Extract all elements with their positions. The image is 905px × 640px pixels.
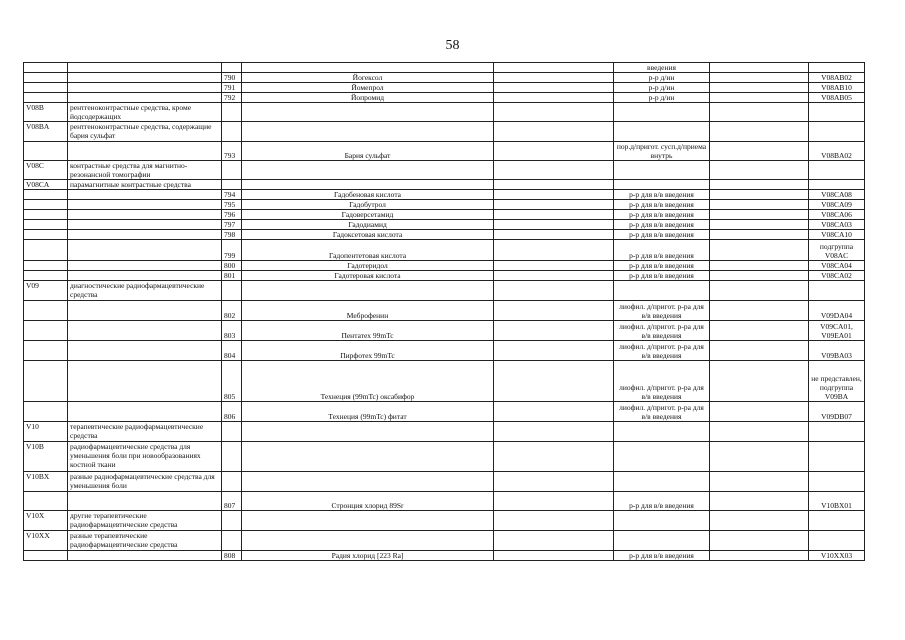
- group-description: [68, 73, 222, 83]
- item-number: 793: [222, 142, 242, 161]
- table-row: [24, 321, 865, 341]
- group-description: [68, 93, 222, 103]
- atc-code: не представлен, подгруппа V09BA: [809, 361, 865, 402]
- blank-cell: [494, 422, 614, 442]
- group-description: разные терапевтические радиофармацевтические средства: [68, 531, 222, 551]
- blank-cell: [710, 220, 809, 230]
- table-row: [24, 442, 865, 472]
- table-row: [24, 93, 865, 103]
- item-number: [222, 63, 242, 73]
- drug-name: Йопромид: [242, 93, 494, 103]
- table-row: [24, 83, 865, 93]
- blank-cell: [710, 422, 809, 442]
- atc-group-code: [24, 220, 68, 230]
- table-row: [24, 492, 865, 511]
- item-number: [222, 472, 242, 492]
- item-number: 791: [222, 83, 242, 93]
- blank-cell: [710, 492, 809, 511]
- drug-name: Гадоксетовая кислота: [242, 230, 494, 240]
- dosage-form: [614, 161, 710, 180]
- item-number: 792: [222, 93, 242, 103]
- table-row: [24, 200, 865, 210]
- atc-group-code: [24, 341, 68, 361]
- blank-cell: [710, 73, 809, 83]
- atc-group-code: V10XX: [24, 531, 68, 551]
- atc-group-code: [24, 271, 68, 281]
- atc-group-code: [24, 321, 68, 341]
- atc-code: V08CA06: [809, 210, 865, 220]
- drug-name: [242, 472, 494, 492]
- drug-name: [242, 511, 494, 531]
- blank-cell: [494, 301, 614, 321]
- drug-name: [242, 180, 494, 190]
- table-row: [24, 511, 865, 531]
- dosage-form: р-р для в/в введения: [614, 261, 710, 271]
- group-description: [68, 261, 222, 271]
- atc-group-code: [24, 200, 68, 210]
- table-row: [24, 220, 865, 230]
- item-number: [222, 122, 242, 142]
- group-description: [68, 301, 222, 321]
- blank-cell: [494, 271, 614, 281]
- atc-group-code: [24, 190, 68, 200]
- item-number: 800: [222, 261, 242, 271]
- blank-cell: [710, 361, 809, 402]
- atc-group-code: [24, 492, 68, 511]
- atc-code: V10XX03: [809, 551, 865, 561]
- item-number: [222, 103, 242, 122]
- drug-name: Гадобутрол: [242, 200, 494, 210]
- atc-code: V08BA02: [809, 142, 865, 161]
- item-number: 805: [222, 361, 242, 402]
- table-row: [24, 190, 865, 200]
- blank-cell: [710, 180, 809, 190]
- blank-cell: [494, 361, 614, 402]
- table-row: [24, 180, 865, 190]
- atc-code: V09DB07: [809, 402, 865, 422]
- drug-name: Бария сульфат: [242, 142, 494, 161]
- atc-group-code: V08BA: [24, 122, 68, 142]
- item-number: 795: [222, 200, 242, 210]
- blank-cell: [710, 261, 809, 271]
- dosage-form: р-р для в/в введения: [614, 200, 710, 210]
- item-number: 798: [222, 230, 242, 240]
- dosage-form: [614, 422, 710, 442]
- atc-code: [809, 442, 865, 472]
- item-number: 806: [222, 402, 242, 422]
- atc-code: [809, 281, 865, 301]
- group-description: [68, 492, 222, 511]
- atc-group-code: [24, 551, 68, 561]
- item-number: 808: [222, 551, 242, 561]
- table-row: [24, 240, 865, 261]
- drug-name: Гадопентетовая кислота: [242, 240, 494, 261]
- atc-group-code: [24, 63, 68, 73]
- blank-cell: [494, 511, 614, 531]
- atc-code: V08CA10: [809, 230, 865, 240]
- atc-code: [809, 422, 865, 442]
- blank-cell: [494, 93, 614, 103]
- drug-name: Пентатех 99mTc: [242, 321, 494, 341]
- drug-name: Гадодиамид: [242, 220, 494, 230]
- item-number: [222, 422, 242, 442]
- dosage-form: р-р для в/в введения: [614, 190, 710, 200]
- atc-code: [809, 472, 865, 492]
- group-description: разные радиофармацевтические средства для уменьшения боли: [68, 472, 222, 492]
- drug-name: Йогексол: [242, 73, 494, 83]
- atc-group-code: [24, 240, 68, 261]
- dosage-form: [614, 103, 710, 122]
- blank-cell: [710, 230, 809, 240]
- blank-cell: [710, 240, 809, 261]
- group-description: [68, 230, 222, 240]
- item-number: 803: [222, 321, 242, 341]
- atc-group-code: V08CA: [24, 180, 68, 190]
- blank-cell: [710, 511, 809, 531]
- group-description: [68, 341, 222, 361]
- atc-code: [809, 180, 865, 190]
- item-number: [222, 161, 242, 180]
- drug-name: [242, 531, 494, 551]
- table-row: [24, 271, 865, 281]
- atc-group-code: V10BX: [24, 472, 68, 492]
- blank-cell: [710, 190, 809, 200]
- atc-code: [809, 103, 865, 122]
- atc-code: V09BA03: [809, 341, 865, 361]
- blank-cell: [494, 402, 614, 422]
- table-row: [24, 422, 865, 442]
- dosage-form: лиофил. д/пригот. р-ра для в/в введения: [614, 321, 710, 341]
- blank-cell: [710, 281, 809, 301]
- atc-code: V10BX01: [809, 492, 865, 511]
- drug-name: Йомепрол: [242, 83, 494, 93]
- drug-name: [242, 122, 494, 142]
- item-number: 797: [222, 220, 242, 230]
- blank-cell: [494, 190, 614, 200]
- table-row: [24, 531, 865, 551]
- table-row: [24, 281, 865, 301]
- group-description: [68, 63, 222, 73]
- atc-group-code: [24, 261, 68, 271]
- group-description: [68, 361, 222, 402]
- blank-cell: [494, 531, 614, 551]
- atc-group-code: V10B: [24, 442, 68, 472]
- blank-cell: [494, 442, 614, 472]
- table-row: [24, 210, 865, 220]
- item-number: 802: [222, 301, 242, 321]
- blank-cell: [710, 442, 809, 472]
- group-description: [68, 271, 222, 281]
- table-row: [24, 551, 865, 561]
- table-row: [24, 341, 865, 361]
- group-description: терапевтические радиофармацевтические средства: [68, 422, 222, 442]
- group-description: [68, 200, 222, 210]
- dosage-form: лиофил. д/пригот. р-ра для в/в введения: [614, 341, 710, 361]
- dosage-form: [614, 122, 710, 142]
- group-description: [68, 240, 222, 261]
- group-description: контрастные средства для магнитно-резонансной томографии: [68, 161, 222, 180]
- drug-name: Технеция (99mTc) фитат: [242, 402, 494, 422]
- blank-cell: [494, 551, 614, 561]
- atc-code: V08CA08: [809, 190, 865, 200]
- atc-code: [809, 63, 865, 73]
- atc-code: V08CA04: [809, 261, 865, 271]
- blank-cell: [710, 63, 809, 73]
- atc-code: V08CA09: [809, 200, 865, 210]
- dosage-form: р-р д/ин: [614, 83, 710, 93]
- drug-name: [242, 103, 494, 122]
- blank-cell: [494, 230, 614, 240]
- atc-code: подгруппа V08AC: [809, 240, 865, 261]
- table-row: [24, 402, 865, 422]
- dosage-form: лиофил. д/пригот. р-ра для в/в введения: [614, 361, 710, 402]
- group-description: [68, 83, 222, 93]
- atc-group-code: V08B: [24, 103, 68, 122]
- group-description: рентгеноконтрастные средства, кроме йодсодержащих: [68, 103, 222, 122]
- dosage-form: [614, 442, 710, 472]
- dosage-form: р-р для в/в введения: [614, 210, 710, 220]
- dosage-form: [614, 180, 710, 190]
- blank-cell: [494, 63, 614, 73]
- group-description: [68, 190, 222, 200]
- drug-name: [242, 161, 494, 180]
- blank-cell: [494, 261, 614, 271]
- atc-group-code: [24, 301, 68, 321]
- table-row: [24, 161, 865, 180]
- dosage-form: р-р для в/в введения: [614, 492, 710, 511]
- group-description: [68, 402, 222, 422]
- drug-name: Меброфенин: [242, 301, 494, 321]
- atc-group-code: [24, 83, 68, 93]
- drug-name: Гадотеровая кислота: [242, 271, 494, 281]
- item-number: 794: [222, 190, 242, 200]
- blank-cell: [494, 341, 614, 361]
- blank-cell: [494, 83, 614, 93]
- dosage-form: р-р для в/в введения: [614, 220, 710, 230]
- group-description: рентгеноконтрастные средства, содержащие бария сульфат: [68, 122, 222, 142]
- atc-code: V08AB02: [809, 73, 865, 83]
- blank-cell: [710, 83, 809, 93]
- dosage-form: р-р д/ин: [614, 93, 710, 103]
- atc-group-code: V09: [24, 281, 68, 301]
- item-number: 807: [222, 492, 242, 511]
- blank-cell: [494, 200, 614, 210]
- drug-name: [242, 281, 494, 301]
- blank-cell: [710, 472, 809, 492]
- blank-cell: [710, 161, 809, 180]
- atc-code: V09CA01, V09EA01: [809, 321, 865, 341]
- atc-code: V08AB05: [809, 93, 865, 103]
- item-number: [222, 511, 242, 531]
- item-number: 804: [222, 341, 242, 361]
- blank-cell: [494, 142, 614, 161]
- dosage-form: р-р для в/в введения: [614, 551, 710, 561]
- dosage-form: введения: [614, 63, 710, 73]
- atc-group-code: [24, 210, 68, 220]
- table-row: [24, 301, 865, 321]
- dosage-form: пор.д/пригот. сусп.д/приема внутрь: [614, 142, 710, 161]
- atc-group-code: [24, 142, 68, 161]
- page-number: 58: [445, 38, 460, 53]
- atc-code: [809, 511, 865, 531]
- table-row: [24, 103, 865, 122]
- atc-group-code: [24, 93, 68, 103]
- item-number: 799: [222, 240, 242, 261]
- blank-cell: [710, 551, 809, 561]
- atc-code: [809, 122, 865, 142]
- drug-name: Технеция (99mTc) оксабифор: [242, 361, 494, 402]
- drug-name: Радия хлорид [223 Ra]: [242, 551, 494, 561]
- dosage-form: [614, 511, 710, 531]
- dosage-form: р-р для в/в введения: [614, 230, 710, 240]
- blank-cell: [710, 271, 809, 281]
- drug-name: Гадобеновая кислота: [242, 190, 494, 200]
- group-description: диагностические радиофармацевтические средства: [68, 281, 222, 301]
- table-row: [24, 230, 865, 240]
- dosage-form: р-р д/ин: [614, 73, 710, 83]
- dosage-form: лиофил. д/пригот. р-ра для в/в введения: [614, 301, 710, 321]
- drug-name: [242, 63, 494, 73]
- blank-cell: [710, 122, 809, 142]
- blank-cell: [494, 73, 614, 83]
- blank-cell: [494, 210, 614, 220]
- drug-name: [242, 442, 494, 472]
- blank-cell: [710, 321, 809, 341]
- item-number: [222, 442, 242, 472]
- group-description: [68, 142, 222, 161]
- group-description: радиофармацевтические средства для уменьшения боли при новообразованиях костной ткани: [68, 442, 222, 472]
- table-row: [24, 361, 865, 402]
- blank-cell: [494, 220, 614, 230]
- group-description: [68, 220, 222, 230]
- atc-code: [809, 161, 865, 180]
- blank-cell: [710, 210, 809, 220]
- item-number: 801: [222, 271, 242, 281]
- blank-cell: [494, 281, 614, 301]
- drug-name: Гадоверсетамид: [242, 210, 494, 220]
- blank-cell: [710, 142, 809, 161]
- table-row: [24, 63, 865, 73]
- group-description: [68, 321, 222, 341]
- blank-cell: [494, 122, 614, 142]
- group-description: [68, 551, 222, 561]
- atc-group-code: [24, 73, 68, 83]
- blank-cell: [494, 321, 614, 341]
- atc-group-code: [24, 361, 68, 402]
- atc-code: V08CA02: [809, 271, 865, 281]
- item-number: [222, 281, 242, 301]
- dosage-form: лиофил. д/пригот. р-ра для в/в введения: [614, 402, 710, 422]
- group-description: другие терапевтические радиофармацевтические средства: [68, 511, 222, 531]
- atc-group-code: [24, 402, 68, 422]
- atc-group-code: V10X: [24, 511, 68, 531]
- blank-cell: [494, 103, 614, 122]
- drug-name: [242, 422, 494, 442]
- atc-code: V08CA03: [809, 220, 865, 230]
- blank-cell: [494, 492, 614, 511]
- blank-cell: [710, 341, 809, 361]
- blank-cell: [494, 180, 614, 190]
- dosage-form: [614, 281, 710, 301]
- table-row: [24, 261, 865, 271]
- item-number: 796: [222, 210, 242, 220]
- blank-cell: [710, 402, 809, 422]
- dosage-form: [614, 472, 710, 492]
- blank-cell: [494, 472, 614, 492]
- blank-cell: [494, 161, 614, 180]
- table-row: [24, 73, 865, 83]
- group-description: парамагнитные контрастные средства: [68, 180, 222, 190]
- table-row: [24, 142, 865, 161]
- group-description: [68, 210, 222, 220]
- table-row: [24, 122, 865, 142]
- drug-registry-table: [23, 62, 865, 561]
- drug-name: Пирфотех 99mTc: [242, 341, 494, 361]
- blank-cell: [710, 103, 809, 122]
- item-number: [222, 180, 242, 190]
- blank-cell: [710, 301, 809, 321]
- atc-code: V08AB10: [809, 83, 865, 93]
- blank-cell: [710, 531, 809, 551]
- item-number: [222, 531, 242, 551]
- atc-group-code: V10: [24, 422, 68, 442]
- atc-code: V09DA04: [809, 301, 865, 321]
- item-number: 790: [222, 73, 242, 83]
- blank-cell: [710, 200, 809, 210]
- atc-code: [809, 531, 865, 551]
- dosage-form: р-р для в/в введения: [614, 271, 710, 281]
- drug-name: Гадотеридол: [242, 261, 494, 271]
- dosage-form: р-р для в/в введения: [614, 240, 710, 261]
- atc-group-code: V08C: [24, 161, 68, 180]
- blank-cell: [494, 240, 614, 261]
- blank-cell: [710, 93, 809, 103]
- drug-name: Стронция хлорид 89Sr: [242, 492, 494, 511]
- table-row: [24, 472, 865, 492]
- atc-group-code: [24, 230, 68, 240]
- dosage-form: [614, 531, 710, 551]
